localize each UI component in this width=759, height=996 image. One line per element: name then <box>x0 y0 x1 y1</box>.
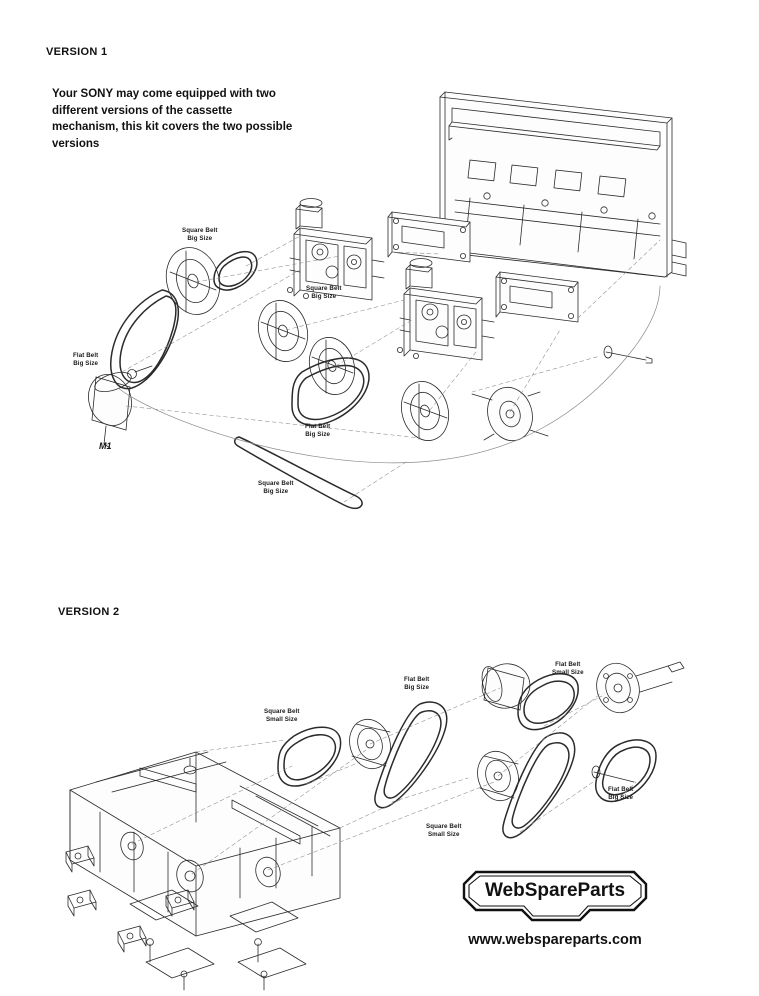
label-v1-square-belt-big-2: Square Belt Big Size <box>306 285 342 300</box>
label-motor-m1: M1 <box>99 441 112 451</box>
v2-belt-flat-big-1 <box>375 702 447 808</box>
brand-name: WebSpareParts <box>484 880 626 901</box>
v2-belt-flat-big-2 <box>503 733 575 838</box>
v2-motor-upper <box>477 658 535 714</box>
v2-belt-square-small-1 <box>278 727 341 786</box>
v2-motor-right <box>591 658 684 718</box>
brand-url: www.webspareparts.com <box>468 932 642 948</box>
label-v2-square-belt-small-1: Square Belt Small Size <box>264 708 300 723</box>
label-v2-flat-belt-small-1: Flat Belt Small Size <box>552 661 584 676</box>
label-v1-flat-belt-big-1: Flat Belt Big Size <box>73 352 99 367</box>
footer-logo <box>440 868 670 948</box>
label-v2-square-belt-small-2: Square Belt Small Size <box>426 823 462 838</box>
v2-capstan-shaft-right <box>592 766 634 782</box>
label-v1-square-belt-big-3: Square Belt Big Size <box>258 480 294 495</box>
label-v2-flat-belt-big-1: Flat Belt Big Size <box>404 676 430 691</box>
label-v2-flat-belt-big-2: Flat Belt Big Size <box>608 786 634 801</box>
version-2-heading: VERSION 2 <box>58 606 120 618</box>
version-1-heading: VERSION 1 <box>46 46 108 58</box>
label-v1-square-belt-big-1: Square Belt Big Size <box>182 227 218 242</box>
version-note-text: Your SONY may come equipped with two different versions of the cassette mechanism, this kit covers the two possible versions <box>52 88 293 150</box>
label-v1-flat-belt-big-2: Flat Belt Big Size <box>305 423 331 438</box>
